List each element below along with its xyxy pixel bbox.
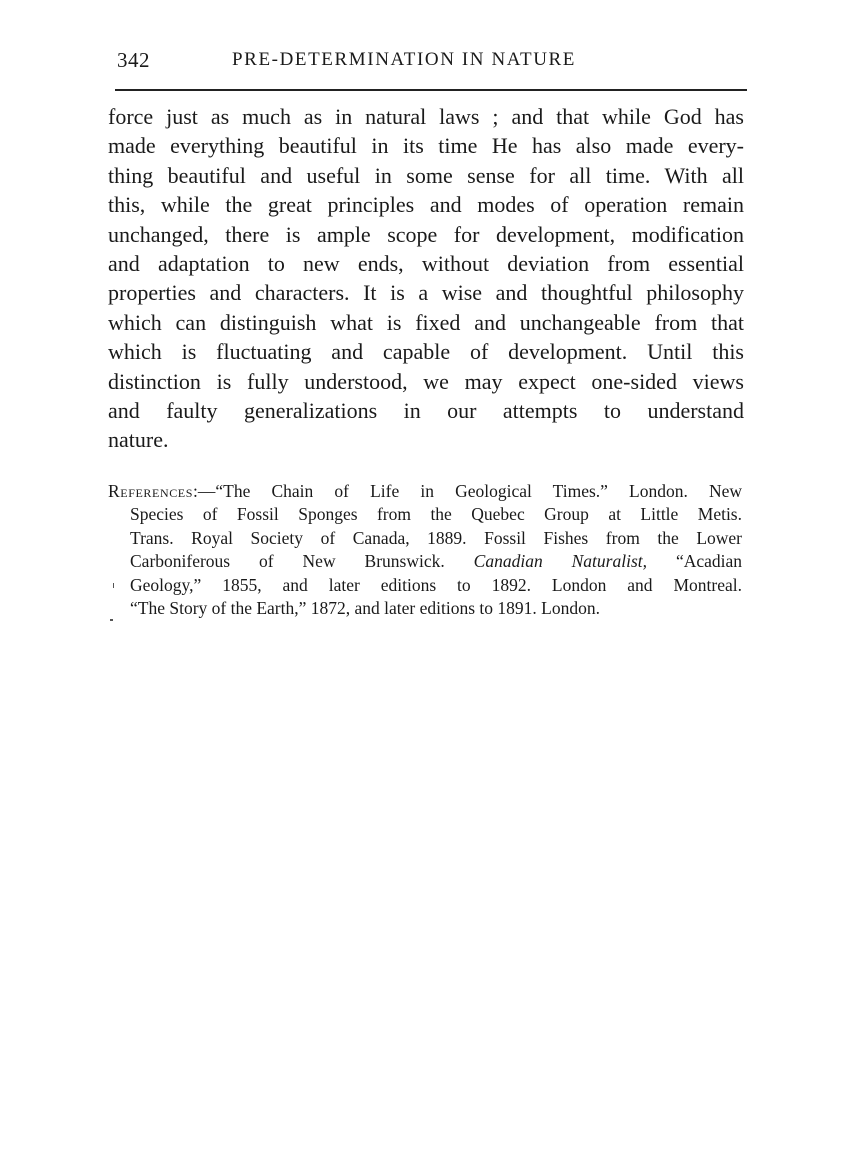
page-number: 342 xyxy=(117,48,150,72)
running-title: PRE-DETERMINATION IN NATURE xyxy=(232,49,577,70)
body-line: made everything beautiful in its time He has also made every- xyxy=(108,133,744,159)
journal-title: Canadian Naturalist, xyxy=(473,551,648,572)
body-line: properties and characters. It is a wise and thoughtful philosophy xyxy=(108,280,744,306)
references-text: Carboniferous of New Brunswick. xyxy=(130,551,445,572)
references-line: Species of Fossil Sponges from the Quebec Group at Little Metis. xyxy=(130,504,742,525)
print-speck xyxy=(110,619,113,621)
body-line: nature. xyxy=(108,427,169,453)
body-line: which is fluctuating and capable of development. Until this xyxy=(108,339,744,365)
references-line xyxy=(108,480,742,503)
references-line: “The Story of the Earth,” 1872, and later editions to 1891. London. xyxy=(130,597,600,618)
references-text: “Acadian xyxy=(675,551,743,572)
body-line: and faulty generalizations in our attempts to understand xyxy=(108,397,744,423)
references-line: Trans. Royal Society of Canada, 1889. Fossil Fishes from the Lower xyxy=(130,527,742,548)
body-line: and adaptation to new ends, without deviation from essential xyxy=(108,250,744,276)
body-line: which can distinguish what is fixed and unchangeable from that xyxy=(108,309,744,335)
references-block xyxy=(108,480,742,620)
references-line: Geology,” 1855, and later editions to 1892. London and Montreal. xyxy=(130,574,742,595)
body-line: this, while the great principles and modes of operation remain xyxy=(108,192,744,218)
body-line: unchanged, there is ample scope for development, modification xyxy=(108,221,744,247)
body-line: thing beautiful and useful in some sense for all time. With all xyxy=(108,162,744,188)
references-line xyxy=(108,550,742,573)
body-line: force just as much as in natural laws ; and that while God has xyxy=(108,104,744,129)
references-text: :—“The Chain of Life in Geological Times.” London. New xyxy=(193,481,742,501)
header-rule xyxy=(115,89,747,91)
body-paragraph xyxy=(108,102,744,455)
references-label: References xyxy=(108,481,194,501)
body-line: distinction is fully understood, we may expect one-sided views xyxy=(108,368,744,394)
print-speck xyxy=(113,583,114,588)
